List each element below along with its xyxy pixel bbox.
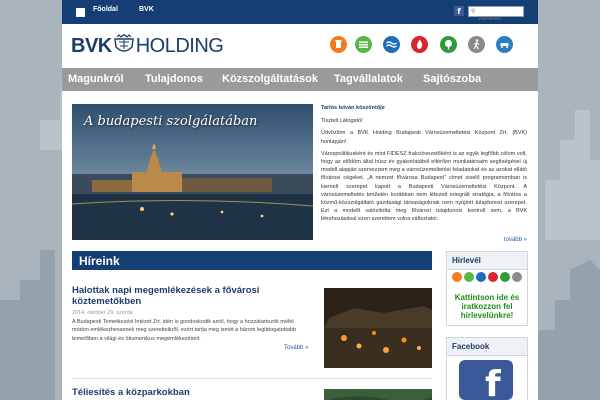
double-chevron-icon: » xyxy=(305,345,309,351)
topbar-bvk-link[interactable]: BVK xyxy=(139,6,154,13)
nav-item-magunkrol[interactable]: Magunkról xyxy=(68,73,124,85)
hero-caption: A budapesti szolgálatában xyxy=(84,114,258,129)
facebook-title: Facebook xyxy=(447,338,527,356)
main-navigation xyxy=(62,68,538,91)
welcome-greeting: Tisztelt Látogató! xyxy=(321,118,363,125)
welcome-message xyxy=(321,104,527,243)
newsletter-signup-link[interactable]: Kattintson ide és iratkozzon fel hírlevelünkre! xyxy=(454,293,520,320)
newsletter-box xyxy=(446,251,528,326)
welcome-title[interactable]: Tarlós István köszöntője xyxy=(321,105,385,111)
news-item xyxy=(72,285,432,351)
facebook-box xyxy=(446,337,528,400)
facebook-logo-icon[interactable] xyxy=(447,356,527,400)
waste-bin-icon[interactable] xyxy=(330,36,347,53)
car-icon[interactable] xyxy=(496,36,513,53)
news-item xyxy=(72,387,432,398)
logo-holding-text: HOLDING xyxy=(135,35,224,57)
nav-item-tagvallalatok[interactable]: Tagvállalatok xyxy=(334,73,403,85)
news-body: A Budapesti Temetkezési Intézet Zrt. idén is gondoskodik arról, hogy a hozzátartozók méltó módon emlékezhessenek meg szeretteikről, ezért tartja meg ismét a három leglátogatottabb temetőben a világi és ökumenikus megemlékezéseit. xyxy=(72,319,297,342)
nav-item-sajtoszoba[interactable]: Sajtószoba xyxy=(423,73,482,85)
news-header-title: Híreink xyxy=(79,254,120,268)
logo-bvk-text: BVK xyxy=(71,35,112,57)
newsletter-decoration xyxy=(447,270,527,284)
stripes-icon[interactable] xyxy=(355,36,372,53)
logo-row xyxy=(62,24,538,68)
news-more-link[interactable] xyxy=(284,345,308,351)
page-container xyxy=(62,0,538,400)
news-thumbnail-candles[interactable] xyxy=(324,288,432,368)
news-more-label: Tovább xyxy=(284,345,304,351)
home-icon[interactable] xyxy=(76,8,85,17)
news-thumbnail-park[interactable] xyxy=(324,389,432,400)
news-section-header xyxy=(72,251,432,270)
bvk-holding-logo[interactable] xyxy=(71,34,223,58)
nav-item-kozszolgaltatasok[interactable]: Közszolgáltatások xyxy=(222,73,318,85)
double-chevron-icon: » xyxy=(523,237,527,243)
topbar-home-link[interactable]: Főoldal xyxy=(93,6,118,13)
news-title[interactable]: Téliesítés a közparkokban xyxy=(72,387,190,398)
welcome-paragraph-1: Üdvözlöm a BVK Holding Budapesti Városüzemeltetési Központ Zrt. (BVK) honlapján! xyxy=(321,130,527,145)
welcome-paragraph-2: Várospolitikusként és mint FIDESZ frakcióvezetőként is az egyik legfőbb célom volt, hogy az elődöm által húsz év gyakorlatából eltérően munkatársaim segítségével új modell alapján szervezzem meg a városüzemeltetési feladatokat és az azokat ellátó fővárosi cégeket. „A nemzet fővárosa Budapest” címet viselő programomban is kiemelt szerepet kapott a Budapesti Városüzemeltetési Központ. A városüzemeltetés területén korábban nem létezett integrált stratégia, a főváros a közmű-közszolgáltató gazdasági társaságoknak nem nyújtott tulajdonosi szerepet. Ezt a modellt valósította meg fővárosi tulajdonosi kontroll sem, a BVK létrehozásával ezen szerettem volna változtatni. xyxy=(321,150,527,223)
search-box xyxy=(468,6,524,17)
facebook-icon[interactable]: f xyxy=(454,6,464,16)
coat-of-arms-icon xyxy=(112,34,136,56)
top-bar xyxy=(62,0,538,24)
nav-item-tulajdonos[interactable]: Tulajdonos xyxy=(145,73,203,85)
tree-icon[interactable] xyxy=(440,36,457,53)
news-date: 2014. október 29. szerda xyxy=(72,310,133,316)
news-divider xyxy=(72,378,432,379)
walker-icon[interactable] xyxy=(468,36,485,53)
facebook-logo-letter: f xyxy=(485,364,501,400)
water-icon[interactable] xyxy=(383,36,400,53)
welcome-more-link[interactable] xyxy=(504,236,527,244)
welcome-more-label: tovább xyxy=(503,237,522,243)
news-title[interactable]: Halottak napi megemlékezések a fővárosi köztemetőkben xyxy=(72,285,260,307)
search-input[interactable] xyxy=(469,15,523,24)
newsletter-title: Hírlevél xyxy=(447,252,527,270)
flame-icon[interactable] xyxy=(411,36,428,53)
hero-banner[interactable] xyxy=(72,104,313,240)
search-icon: ⚲ xyxy=(471,9,476,15)
